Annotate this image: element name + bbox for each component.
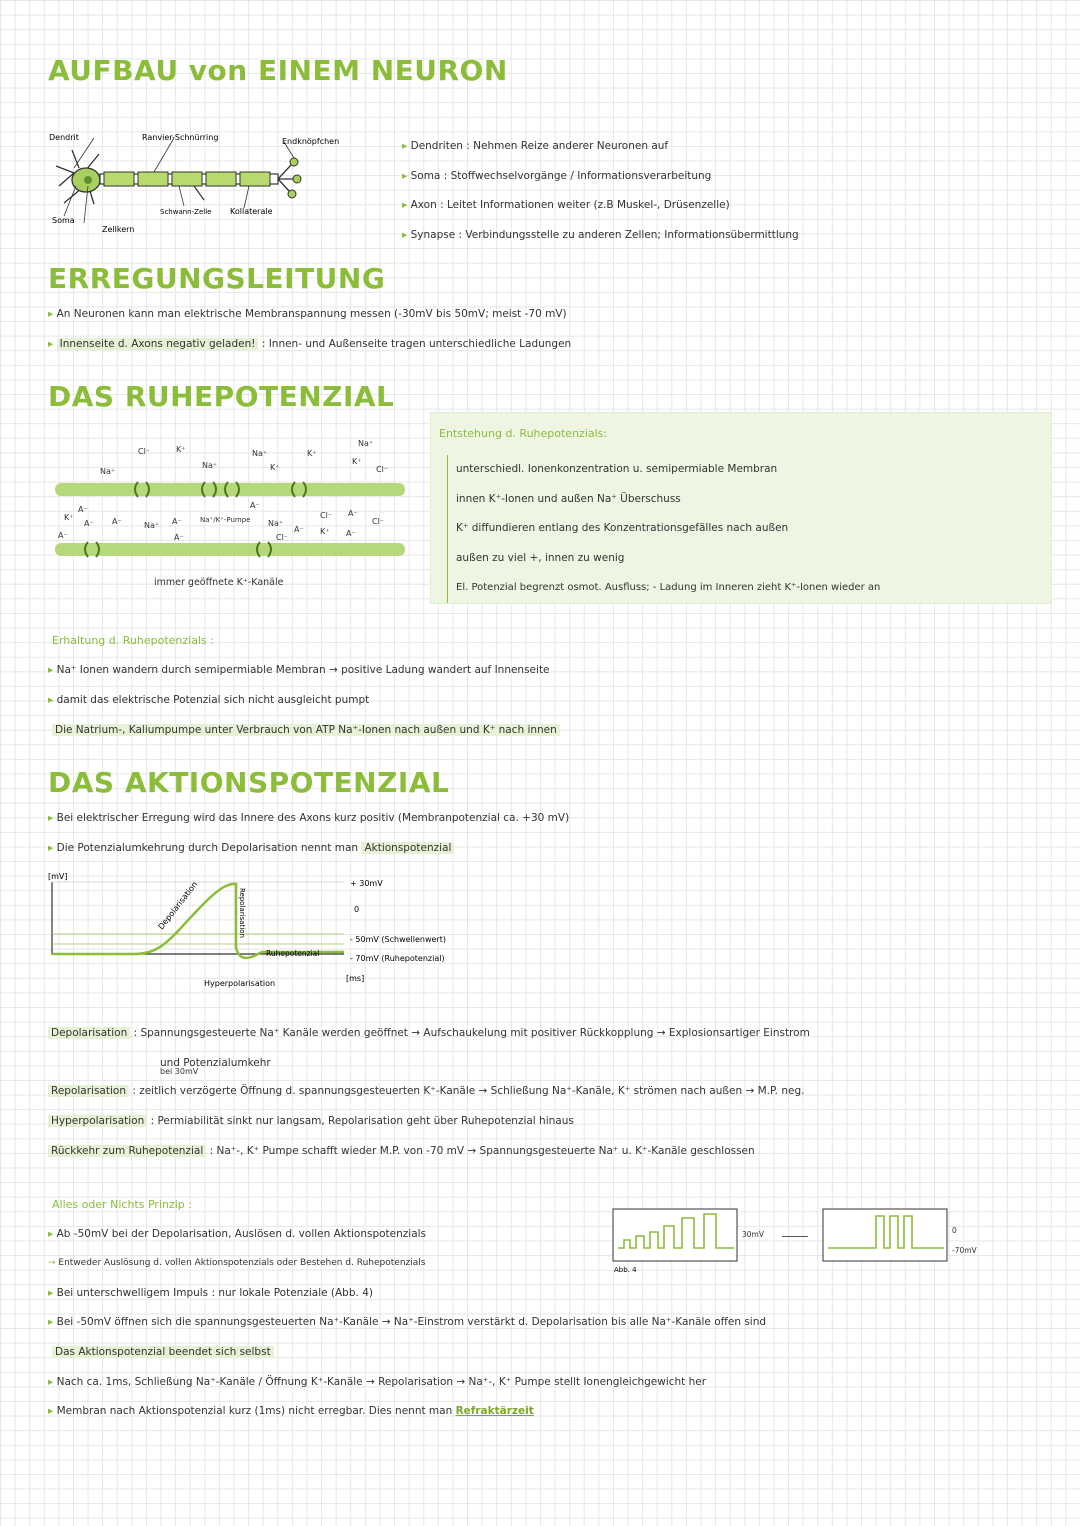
graph-depol: Depolarisation bbox=[156, 879, 200, 932]
list-item: unterschiedl. Ionenkonzentration u. semipermiable Membran bbox=[456, 463, 778, 475]
fig-0mv: 0 bbox=[952, 1226, 957, 1235]
erregung-line2: ▸ Innenseite d. Axons negativ geladen! : Innen- und Außenseite tragen unterschiedliche Ladungen bbox=[48, 338, 572, 350]
alles-line3: ▸ Bei unterschwelligem Impuls : nur lokale Potenziale (Abb. 4) bbox=[48, 1287, 373, 1299]
ion-a: A⁻ bbox=[84, 519, 94, 528]
ion-k: K⁺ bbox=[352, 457, 362, 466]
phase-row: Rückkehr zum Ruhepotenzial : Na⁺-, K⁺ Pumpe schafft wieder M.P. von -70 mV → Spannungsgesteuerte Na⁺ u. K⁺-Kanäle geschlossen bbox=[48, 1136, 810, 1166]
list-item: K⁺ diffundieren entlang des Konzentrationsgefälles nach außen bbox=[456, 522, 789, 534]
phase-row: Depolarisation : Spannungsgesteuerte Na⁺ Kanäle werden geöffnet → Aufschaukelung mit positiver Rückkopplung → Explosionsartiger Einstrom bbox=[48, 1018, 810, 1048]
ion-a: A⁻ bbox=[172, 517, 182, 526]
graph-ruhe: Ruhepotenzial bbox=[266, 949, 320, 958]
channel-label: immer geöffnete K⁺-Kanäle bbox=[154, 577, 284, 588]
ion-a: A⁻ bbox=[346, 529, 356, 538]
section-title-ruhe: DAS RUHEPOTENZIAL bbox=[48, 380, 395, 413]
phase-row: Repolarisation : zeitlich verzögerte Öffnung d. spannungsgesteuerten K⁺-Kanäle → Schließung Na⁺-Kanäle, K⁺ strömen nach außen → M.P. neg. bbox=[48, 1076, 810, 1106]
graph-l70: - 70mV (Ruhepotenzial) bbox=[350, 954, 445, 963]
aufbau-list bbox=[402, 132, 799, 250]
alles-title: Alles oder Nichts Prinzip : bbox=[52, 1198, 192, 1211]
ion-na: Na⁺ bbox=[144, 521, 160, 530]
aktion-line1: ▸ Bei elektrischer Erregung wird das Innere des Axons kurz positiv (Membranpotenzial ca. +30 mV) bbox=[48, 812, 570, 824]
ion-a: A⁻ bbox=[112, 517, 122, 526]
erhalt-line3: Die Natrium-, Kaliumpumpe unter Verbrauch von ATP Na⁺-Ionen nach außen und K⁺ nach innen bbox=[52, 724, 560, 736]
graph-x-unit: [ms] bbox=[346, 974, 365, 983]
ion-na: Na⁺ bbox=[268, 519, 284, 528]
list-item: außen zu viel +, innen zu wenig bbox=[456, 551, 625, 564]
graph-l50: - 50mV (Schwellenwert) bbox=[350, 935, 446, 944]
label-endknoepfchen: Endknöpfchen bbox=[282, 137, 340, 146]
list-item: innen K⁺-Ionen und außen Na⁺ Überschuss bbox=[456, 492, 681, 505]
ion-a: A⁻ bbox=[58, 531, 68, 540]
list-item: El. Potenzial begrenzt osmot. Ausfluss; - Ladung im Inneren zieht K⁺-Ionen wieder an bbox=[456, 582, 881, 593]
ion-na: Na⁺ bbox=[100, 467, 116, 476]
phases-list bbox=[48, 1018, 810, 1166]
label-schwann: Schwann-Zelle bbox=[160, 208, 212, 216]
label-kollaterale: Kollaterale bbox=[230, 207, 273, 216]
fig-30mv: 30mV bbox=[742, 1230, 764, 1239]
alles-line7: ▸ Membran nach Aktionspotenzial kurz (1ms) nicht erregbar. Dies nennt man Refraktärzeit bbox=[48, 1405, 534, 1417]
label-soma: Soma bbox=[52, 216, 75, 225]
label-dendrit: Dendrit bbox=[49, 133, 79, 142]
ion-na: Na⁺ bbox=[252, 449, 268, 458]
alles-line5: Das Aktionspotenzial beendet sich selbst bbox=[52, 1346, 274, 1358]
erhalt-line1: ▸ Na⁺ Ionen wandern durch semipermiable Membran → positive Ladung wandert auf Innenseite bbox=[48, 664, 550, 676]
ion-a: A⁻ bbox=[78, 505, 88, 514]
alles-line1: ▸ Ab -50mV bei der Depolarisation, Auslösen d. vollen Aktionspotenzials bbox=[48, 1228, 427, 1240]
ion-a: A⁻ bbox=[348, 509, 358, 518]
list-item: ▸ Synapse : Verbindungsstelle zu anderen Zellen; Informationsübermittlung bbox=[402, 228, 799, 241]
entstehung-box bbox=[430, 412, 1052, 604]
list-item: ▸ Soma : Stoffwechselvorgänge / Informationsverarbeitung bbox=[402, 169, 712, 182]
ion-na: Na⁺ bbox=[202, 461, 218, 470]
alles-line6: ▸ Nach ca. 1ms, Schließung Na⁺-Kanäle / Öffnung K⁺-Kanäle → Repolarisation → Na⁺-, K⁺ Pumpe stellt Ionengleichgewicht her bbox=[48, 1376, 707, 1388]
list-item: ▸ Dendriten : Nehmen Reize anderer Neuronen auf bbox=[402, 140, 669, 152]
alles-line4: ▸ Bei -50mV öffnen sich die spannungsgesteuerten Na⁺-Kanäle → Na⁺-Einstrom verstärkt d. Depolarisation bis alle Na⁺-Kanäle offen sind bbox=[48, 1316, 767, 1328]
phase-row: bei 30mV bbox=[160, 1067, 199, 1076]
box-title: Entstehung d. Ruhepotenzials: bbox=[439, 427, 608, 440]
ion-k: K⁺ bbox=[307, 449, 317, 458]
graph-repol: Repolarisation bbox=[238, 888, 246, 938]
ion-cl: Cl⁻ bbox=[372, 517, 385, 526]
erhalt-title: Erhaltung d. Ruhepotenzials : bbox=[52, 634, 214, 647]
ion-k: K⁺ bbox=[320, 527, 330, 536]
erregung-line1: ▸ An Neuronen kann man elektrische Membranspannung messen (-30mV bis 50mV; meist -70 mV) bbox=[48, 308, 567, 320]
ion-k: K⁺ bbox=[64, 513, 74, 522]
alles-line2: → Entweder Auslösung d. vollen Aktionspotenzials oder Bestehen d. Ruhepotenzials bbox=[48, 1258, 426, 1268]
ion-cl: Cl⁻ bbox=[276, 533, 289, 542]
graph-l0: 0 bbox=[354, 905, 360, 914]
graph-l30: + 30mV bbox=[350, 879, 383, 888]
graph-hyper: Hyperpolarisation bbox=[204, 979, 276, 988]
list-item: ▸ Axon : Leitet Informationen weiter (z.B Muskel-, Drüsenzelle) bbox=[402, 199, 730, 211]
divider bbox=[782, 1236, 808, 1237]
label-ranvier: Ranvier-Schnürring bbox=[142, 133, 219, 142]
pump-label: Na⁺/K⁺-Pumpe bbox=[200, 516, 251, 524]
fig-70mv: -70mV bbox=[952, 1246, 977, 1255]
label-zellkern: Zellkern bbox=[102, 225, 135, 234]
abb4-figure bbox=[612, 1208, 740, 1274]
ion-cl: Cl⁻ bbox=[376, 465, 389, 474]
erhalt-line2: ▸ damit das elektrische Potenzial sich nicht ausgleicht pumpt bbox=[48, 694, 370, 706]
section-title-aktion: DAS AKTIONSPOTENZIAL bbox=[48, 766, 450, 799]
phase-row: Hyperpolarisation : Permiabilität sinkt nur langsam, Repolarisation geht über Ruhepotenzial hinaus bbox=[48, 1106, 810, 1136]
ion-na: Na⁺ bbox=[358, 439, 374, 448]
phase-row: und Potenzialumkehr bbox=[160, 1057, 271, 1069]
abb4-label: Abb. 4 bbox=[614, 1266, 637, 1274]
abb5-figure bbox=[822, 1208, 950, 1264]
ion-k: K⁺ bbox=[176, 445, 186, 454]
ion-a: A⁻ bbox=[250, 501, 260, 510]
ion-a: A⁻ bbox=[174, 533, 184, 542]
membrane-diagram bbox=[50, 430, 415, 595]
section-title-erregung: ERREGUNGSLEITUNG bbox=[48, 262, 386, 295]
graph-y-unit: [mV] bbox=[48, 872, 68, 881]
aktionspotenzial-graph bbox=[44, 868, 544, 988]
aktion-line2: ▸ Die Potenzialumkehrung durch Depolarisation nennt man Aktionspotenzial bbox=[48, 842, 454, 854]
page-title: AUFBAU von EINEM NEURON bbox=[48, 54, 508, 87]
ion-cl: Cl⁻ bbox=[320, 511, 333, 520]
ion-k: K⁺ bbox=[270, 463, 280, 472]
ion-a: A⁻ bbox=[294, 525, 304, 534]
ion-cl: Cl⁻ bbox=[138, 447, 151, 456]
neuron-diagram bbox=[44, 128, 374, 238]
